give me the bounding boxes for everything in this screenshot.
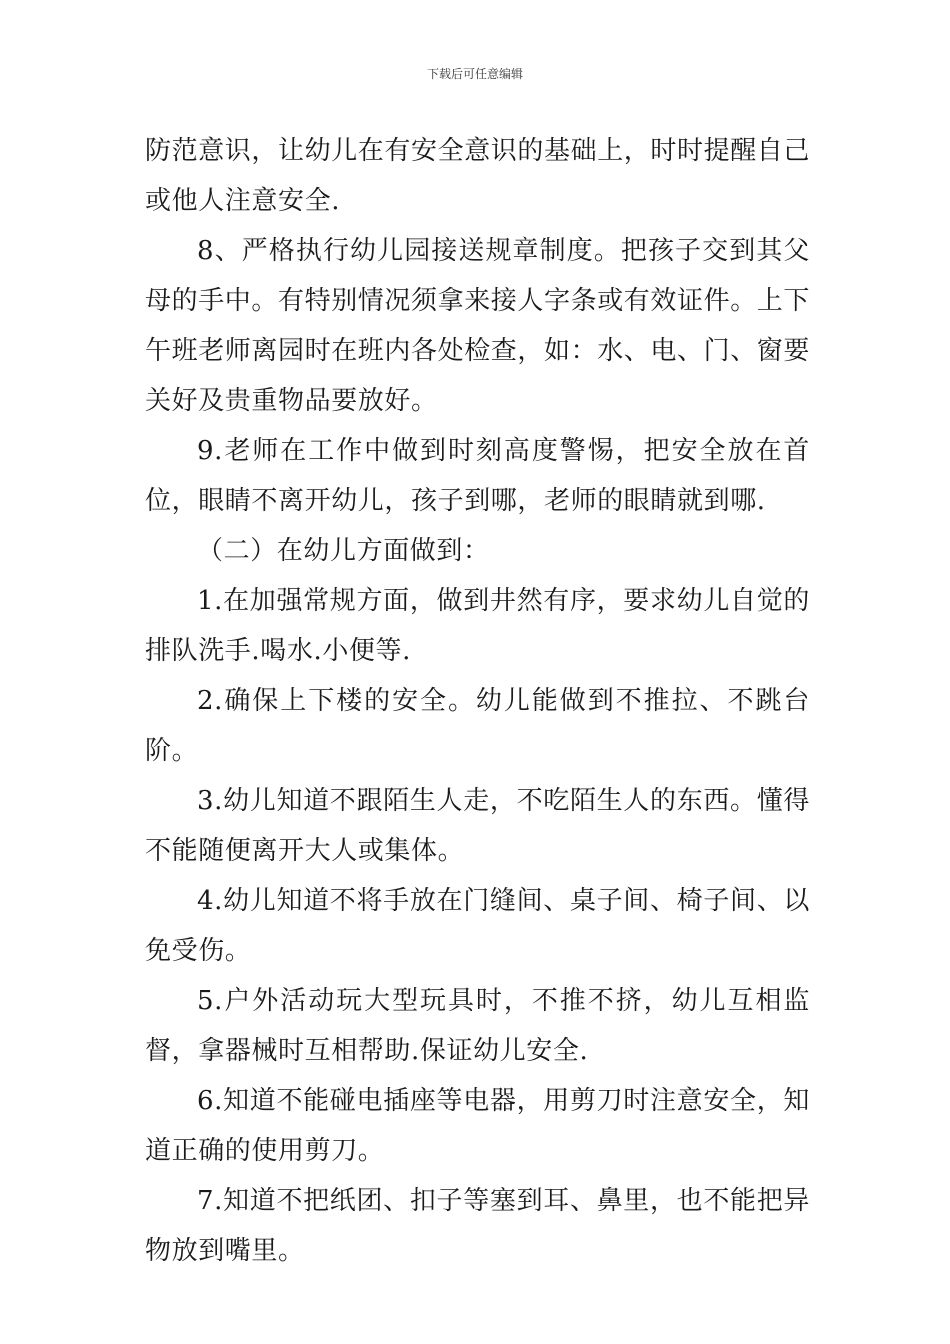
document-body xyxy=(145,126,810,1276)
paragraph-child-item-1: 1.在加强常规方面，做到井然有序，要求幼儿自觉的排队洗手.喝水.小便等. xyxy=(145,586,810,666)
paragraph-item-8-pickup-rules: 8、严格执行幼儿园接送规章制度。把孩子交到其父母的手中。有特别情况须拿来接人字条或有效证件。上下午班老师离园时在班内各处检查，如：水、电、门、窗要关好及贵重物品要放好。 xyxy=(145,236,811,416)
paragraph-child-item-7: 7.知道不把纸团、扣子等塞到耳、鼻里，也不能把异物放到嘴里。 xyxy=(145,1186,810,1266)
paragraph-child-item-3: 3.幼儿知道不跟陌生人走，不吃陌生人的东西。懂得不能随便离开大人或集体。 xyxy=(145,786,810,866)
paragraph-child-item-6: 6.知道不能碰电插座等电器，用剪刀时注意安全，知道正确的使用剪刀。 xyxy=(145,1086,810,1166)
paragraph-child-item-2: 2.确保上下楼的安全。幼儿能做到不推拉、不跳台阶。 xyxy=(145,686,810,766)
paragraph-child-item-4: 4.幼儿知道不将手放在门缝间、桌子间、椅子间、以免受伤。 xyxy=(145,886,810,966)
paragraph-safety-awareness: 防范意识，让幼儿在有安全意识的基础上，时时提醒自己或他人注意安全. xyxy=(145,136,811,216)
paragraph-item-9-teacher-vigilance: 9.老师在工作中做到时刻高度警惕，把安全放在首位，眼睛不离开幼儿，孩子到哪，老师的眼睛就到哪. xyxy=(145,436,810,516)
page-header-note: 下载后可任意编辑 xyxy=(426,67,523,81)
section-heading-children: （二）在幼儿方面做到： xyxy=(197,536,490,566)
paragraph-child-item-5: 5.户外活动玩大型玩具时，不推不挤，幼儿互相监督，拿器械时互相帮助.保证幼儿安全. xyxy=(145,986,810,1066)
